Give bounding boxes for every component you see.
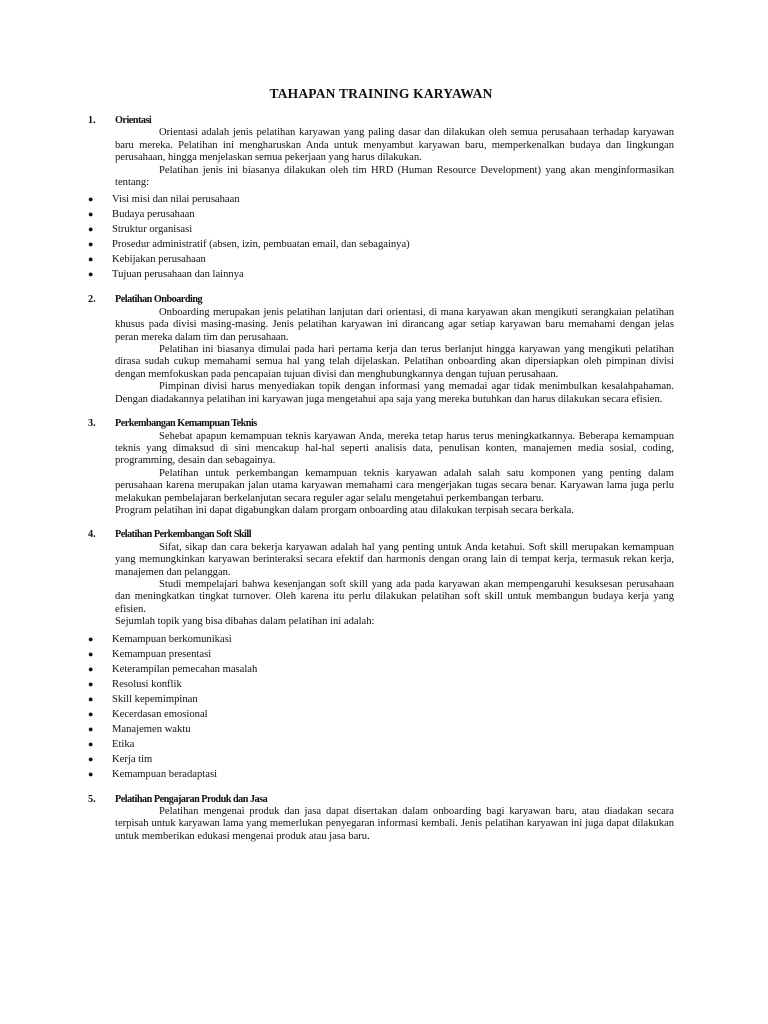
list-item-text: Kemampuan berkomunikasi bbox=[112, 633, 232, 645]
section-title: Pelatihan Pengajaran Produk dan Jasa bbox=[115, 793, 268, 805]
section-body bbox=[88, 542, 674, 629]
bullet-icon: ● bbox=[88, 648, 94, 659]
section-kemampuan-teknis bbox=[88, 418, 674, 517]
list-item bbox=[88, 647, 674, 662]
bullet-icon: ● bbox=[88, 269, 94, 280]
list-item bbox=[88, 722, 674, 737]
list-item-text: Struktur organisasi bbox=[112, 224, 193, 236]
paragraph: Pelatihan jenis ini biasanya dilakukan oleh tim HRD (Human Resource Development) yang akan menginformasikan tentang: bbox=[115, 164, 674, 189]
section-title: Perkembangan Kemampuan Teknis bbox=[115, 418, 257, 430]
list-item-text: Kemampuan presentasi bbox=[112, 648, 212, 660]
list-item-text: Etika bbox=[112, 738, 135, 750]
list-item-text: Kebijakan perusahaan bbox=[112, 254, 206, 266]
section-title: Pelatihan Perkembangan Soft Skill bbox=[115, 529, 252, 541]
bullet-icon: ● bbox=[88, 254, 94, 265]
list-item bbox=[88, 752, 674, 767]
bullet-list bbox=[88, 192, 674, 282]
list-item bbox=[88, 222, 674, 237]
section-soft-skill bbox=[88, 529, 674, 781]
bullet-icon: ● bbox=[88, 708, 94, 719]
paragraph-note: Sejumlah topik yang bisa dibahas dalam pelatihan ini adalah: bbox=[115, 616, 375, 628]
section-heading bbox=[88, 294, 674, 306]
bullet-icon: ● bbox=[88, 239, 94, 250]
section-heading bbox=[88, 794, 674, 806]
bullet-icon: ● bbox=[88, 768, 94, 779]
paragraph: Pelatihan mengenai produk dan jasa dapat disertakan dalam onboarding bagi karyawan baru, atau diadakan secara terpisah untuk karyawan lama yang memerlukan penyegaran informasi kembali. Jenis pelatihan karyawan ini juga dapat dilakukan untuk memberikan edukasi mengenai produk atau jasa baru. bbox=[115, 806, 674, 842]
section-title: Pelatihan Onboarding bbox=[115, 294, 203, 306]
list-item bbox=[88, 707, 674, 722]
section-body bbox=[88, 127, 674, 189]
section-number: 5. bbox=[88, 793, 96, 805]
paragraph: Pelatihan ini biasanya dimulai pada hari pertama kerja dan terus berlanjut hingga karyawan yang mengikuti pelatihan dirasa sudah cukup memahami semua hal yang telah dijelaskan. Pelatihan onboarding akan dipersiapkan oleh pimpinan divisi dengan memfokuskan pada pencapaian tujuan divisi dan menghubungkannya dengan tujuan perusahaan. bbox=[115, 344, 674, 380]
list-item-text: Kerja tim bbox=[112, 753, 153, 765]
list-item-text: Tujuan perusahaan dan lainnya bbox=[112, 269, 244, 281]
section-number: 4. bbox=[88, 529, 96, 541]
bullet-icon: ● bbox=[88, 633, 94, 644]
section-number: 1. bbox=[88, 115, 96, 126]
section-heading bbox=[88, 418, 674, 430]
list-item-text: Resolusi konflik bbox=[112, 678, 182, 690]
bullet-icon: ● bbox=[88, 209, 94, 220]
bullet-list bbox=[88, 632, 674, 782]
list-item bbox=[88, 677, 674, 692]
list-item bbox=[88, 737, 674, 752]
section-body bbox=[88, 307, 674, 406]
list-item-text: Skill kepemimpinan bbox=[112, 693, 198, 705]
list-item-text: Keterampilan pemecahan masalah bbox=[112, 663, 258, 675]
list-item-text: Manajemen waktu bbox=[112, 723, 191, 735]
paragraph: Pelatihan untuk perkembangan kemampuan teknis karyawan adalah salah satu komponen yang penting dalam perusahaan karena merupakan jalan utama karyawan memahami cara mengerjakan tugas secara benar. Karyawan lama juga perlu melakukan pembelajaran berkelanjutan secara reguler agar selalu mengetahui perkembangan terbaru. bbox=[115, 467, 674, 504]
section-number: 3. bbox=[88, 418, 96, 430]
list-item-text: Prosedur administratif (absen, izin, pembuatan email, dan sebagainya) bbox=[112, 239, 410, 251]
paragraph: Orientasi adalah jenis pelatihan karyawan yang paling dasar dan dilakukan oleh semua perusahaan terhadap karyawan baru mereka. Pelatihan ini mengharuskan Anda untuk menyambut karyawan baru, memperkenalkan budaya dan lingkungan perusahaan, hingga menjelaskan semua pekerjaan yang harus dilakukan. bbox=[115, 127, 674, 164]
section-heading bbox=[88, 529, 674, 541]
list-item bbox=[88, 767, 674, 782]
document-title: TAHAPAN TRAINING KARYAWAN bbox=[269, 86, 493, 101]
list-item-text: Budaya perusahaan bbox=[112, 209, 195, 221]
list-item bbox=[88, 192, 674, 207]
list-item bbox=[88, 692, 674, 707]
list-item-text: Kecerdasan emosional bbox=[112, 708, 208, 720]
paragraph: Studi mempelajari bahwa kesenjangan soft skill yang ada pada karyawan akan mempengaruhi kesuksesan perusahaan dan meningkatkan tingkat turnover. Oleh karena itu perlu dilakukan pelatihan soft skill untuk membangun budaya kerja yang efisien. bbox=[115, 578, 674, 615]
bullet-icon: ● bbox=[88, 738, 94, 749]
paragraph-note: Program pelatihan ini dapat digabungkan dalam prorgam onboarding atau dilakukan terpisah secara berkala. bbox=[115, 504, 575, 516]
section-title: Orientasi bbox=[115, 115, 152, 126]
section-orientasi bbox=[88, 115, 674, 282]
bullet-icon: ● bbox=[88, 194, 94, 205]
paragraph: Sifat, sikap dan cara bekerja karyawan adalah hal yang penting untuk Anda ketahui. Soft skill merupakan kemampuan yang memungkinkan karyawan berinteraksi secara efektif dan harmonis dengan orang lain di tempat kerja, termasuk rekan kerja, manajemen dan pelanggan. bbox=[115, 541, 674, 578]
paragraph: Pimpinan divisi harus menyediakan topik dengan informasi yang memadai agar tidak menimbulkan kesalahpahaman. Dengan diadakannya pelatihan ini karyawan juga mengetahui apa saja yang mereka butuhkan dan harus dilakukan secara efisien. bbox=[115, 381, 674, 405]
bullet-icon: ● bbox=[88, 693, 94, 704]
list-item bbox=[88, 252, 674, 267]
paragraph: Onboarding merupakan jenis pelatihan lanjutan dari orientasi, di mana karyawan akan mengikuti serangkaian pelatihan khusus pada divisi masing-masing. Jenis pelatihan karyawan ini dirancang agar setiap karyawan baru memahami dengan jelas peran mereka dalam tim dan perusahaan. bbox=[115, 306, 674, 343]
paragraph: Sehebat apapun kemampuan teknis karyawan Anda, mereka tetap harus terus meningkatkannya. Beberapa kemampuan teknis yang dimaksud di sini mencakup hal-hal seperti analisis data, penulisan konten, manajemen media sosial, coding, programming, desain dan sebagainya. bbox=[115, 430, 674, 467]
section-number: 2. bbox=[88, 294, 96, 306]
list-item bbox=[88, 632, 674, 647]
bullet-icon: ● bbox=[88, 663, 94, 674]
list-item bbox=[88, 207, 674, 222]
bullet-icon: ● bbox=[88, 678, 94, 689]
list-item-text: Visi misi dan nilai perusahaan bbox=[112, 194, 240, 206]
section-pelatihan-onboarding bbox=[88, 294, 674, 406]
list-item bbox=[88, 662, 674, 677]
section-produk-jasa bbox=[88, 794, 674, 844]
list-item-text: Kemampuan beradaptasi bbox=[112, 768, 218, 780]
section-heading bbox=[88, 115, 674, 127]
bullet-icon: ● bbox=[88, 723, 94, 734]
list-item bbox=[88, 237, 674, 252]
section-body bbox=[88, 806, 674, 843]
bullet-icon: ● bbox=[88, 224, 94, 235]
section-body bbox=[88, 431, 674, 518]
list-item bbox=[88, 267, 674, 282]
bullet-icon: ● bbox=[88, 753, 94, 764]
